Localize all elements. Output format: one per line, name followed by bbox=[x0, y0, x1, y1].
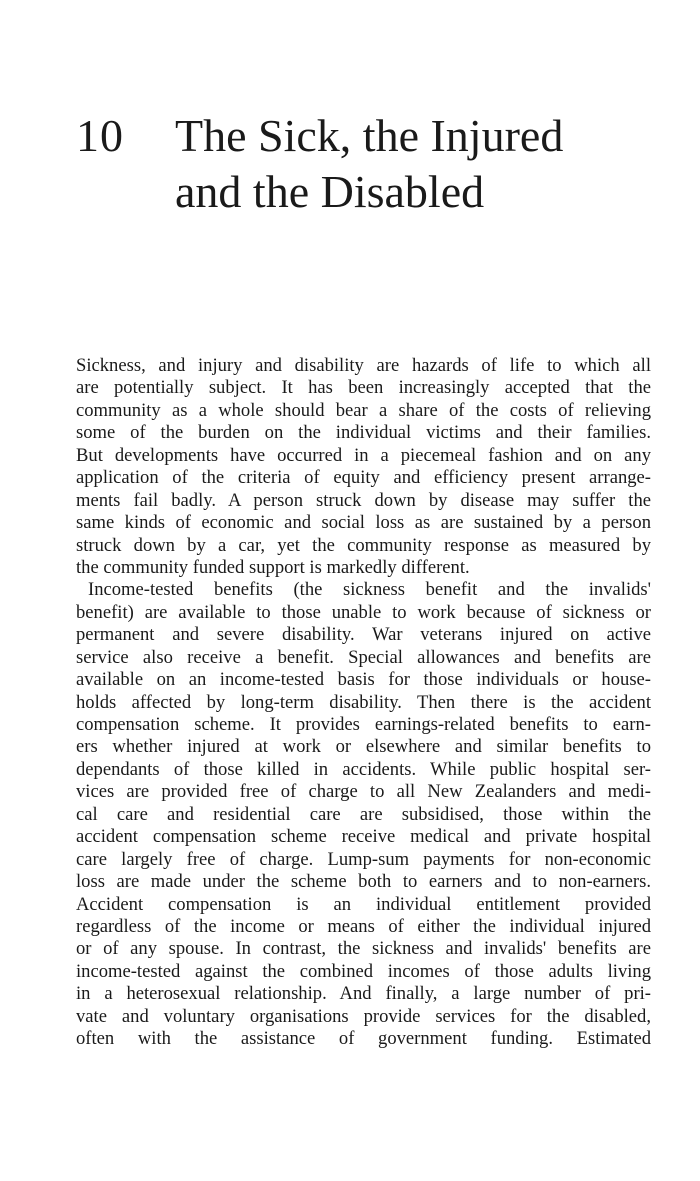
chapter-title-line-2: and the Disabled bbox=[175, 166, 485, 217]
text-line: But developments have occurred in a piecemeal fashion and on any bbox=[76, 444, 651, 466]
text-line: Sickness, and injury and disability are hazards of life to which all bbox=[76, 355, 651, 376]
text-line: service also receive a benefit. Special allowances and benefits are bbox=[76, 646, 651, 668]
text-line: vices are provided free of charge to all New Zealanders and medi- bbox=[76, 781, 651, 803]
text-line: in a heterosexual relationship. And finally, a large number of pri- bbox=[76, 983, 651, 1005]
text-line: the community funded support is markedly different. bbox=[76, 556, 470, 578]
text-line: often with the assistance of government funding. Estimated bbox=[76, 1028, 651, 1050]
text-line: vate and voluntary organisations provide services for the disabled, bbox=[76, 1005, 651, 1027]
text-line: accident compensation scheme receive medical and private hospital bbox=[76, 826, 651, 848]
text-line: regardless of the income or means of either the individual injured bbox=[76, 915, 651, 937]
text-line: community as a whole should bear a share of the costs of relieving bbox=[76, 399, 651, 421]
chapter-number: 10 bbox=[76, 110, 124, 161]
text-line: ers whether injured at work or elsewhere and similar benefits to bbox=[76, 736, 651, 758]
text-line: ments fail badly. A person struck down by disease may suffer the bbox=[76, 489, 651, 511]
text-line: application of the criteria of equity and efficiency present arrange- bbox=[76, 467, 651, 489]
text-line: Accident compensation is an individual entitlement provided bbox=[76, 893, 651, 915]
chapter-title bbox=[175, 108, 655, 220]
text-line: Income-tested benefits (the sickness benefit and the invalids' bbox=[88, 579, 651, 601]
text-line: struck down by a car, yet the community response as measured by bbox=[76, 534, 651, 556]
text-line: compensation scheme. It provides earnings-related benefits to earn- bbox=[76, 714, 651, 735]
text-line: dependants of those killed in accidents. While public hospital ser- bbox=[76, 758, 651, 780]
body-text bbox=[76, 355, 651, 1051]
text-line: available on an income-tested basis for those individuals or house- bbox=[76, 669, 651, 691]
text-line: permanent and severe disability. War veterans injured on active bbox=[76, 624, 651, 646]
text-line: or of any spouse. In contrast, the sickness and invalids' benefits are bbox=[76, 938, 651, 960]
text-line: income-tested against the combined incomes of those adults living bbox=[76, 960, 651, 982]
text-line: same kinds of economic and social loss as are sustained by a person bbox=[76, 512, 651, 534]
text-line: loss are made under the scheme both to earners and to non-earners. bbox=[76, 871, 651, 893]
chapter-title-line-1: The Sick, the Injured bbox=[175, 110, 564, 161]
text-line: benefit) are available to those unable to work because of sickness or bbox=[76, 601, 651, 623]
text-line: cal care and residential care are subsidised, those within the bbox=[76, 803, 651, 825]
text-line: are potentially subject. It has been increasingly accepted that the bbox=[76, 377, 651, 399]
text-line: care largely free of charge. Lump-sum payments for non-economic bbox=[76, 848, 651, 870]
text-line: some of the burden on the individual victims and their families. bbox=[76, 422, 651, 444]
text-line: holds affected by long-term disability. Then there is the accident bbox=[76, 691, 651, 713]
